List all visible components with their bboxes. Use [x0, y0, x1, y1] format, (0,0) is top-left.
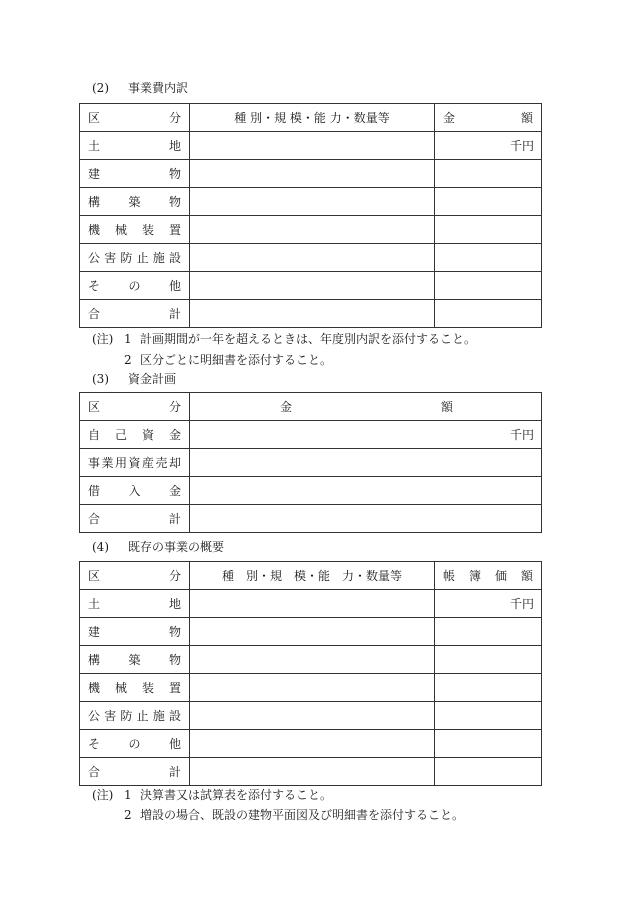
table-row	[80, 590, 542, 618]
row-label: 自己資金	[80, 421, 190, 449]
row-label: 土地	[80, 590, 190, 618]
row-label: 合計	[80, 758, 190, 786]
note-2	[124, 352, 332, 368]
book-value-unit: 千円	[435, 590, 542, 618]
table-row	[80, 618, 542, 646]
table-row	[80, 300, 542, 328]
row-label: 事業用資産売却	[80, 449, 190, 477]
header-book-value: 帳簿価額	[435, 562, 542, 590]
table-header-row	[80, 562, 542, 590]
table-row	[80, 758, 542, 786]
table-row	[80, 702, 542, 730]
section2-heading	[92, 80, 188, 96]
note-1	[92, 331, 476, 347]
note-number: 1	[124, 332, 132, 346]
row-label: 建物	[80, 618, 190, 646]
section2-number: (2)	[92, 81, 109, 95]
table-header-row	[80, 104, 542, 132]
row-label: 構築物	[80, 188, 190, 216]
row-label: 建物	[80, 160, 190, 188]
section3-heading	[92, 371, 176, 387]
book-value-cell	[435, 646, 542, 674]
row-label: 機械装置	[80, 216, 190, 244]
detail-cell	[190, 272, 435, 300]
book-value-cell	[435, 674, 542, 702]
section4-number: (4)	[92, 540, 109, 554]
amount-cell	[435, 300, 542, 328]
amount-cell	[435, 272, 542, 300]
detail-cell	[190, 730, 435, 758]
detail-cell	[190, 244, 435, 272]
detail-cell	[190, 590, 435, 618]
book-value-cell	[435, 730, 542, 758]
book-value-cell	[435, 618, 542, 646]
note-number: 1	[124, 788, 132, 802]
detail-cell	[190, 758, 435, 786]
note-label: (注)	[92, 788, 114, 802]
row-label: 合計	[80, 505, 190, 533]
row-label: 合計	[80, 300, 190, 328]
row-label: 土地	[80, 132, 190, 160]
amount-cell	[435, 216, 542, 244]
note-text: 増設の場合、既設の建物平面図及び明細書を添付すること。	[140, 808, 465, 822]
row-label: その他	[80, 272, 190, 300]
book-value-cell	[435, 702, 542, 730]
book-value-cell	[435, 758, 542, 786]
amount-cell	[190, 477, 542, 505]
header-detail: 種 別・規 模・能 力・数量等	[190, 104, 435, 132]
note-1	[92, 787, 332, 803]
amount-cell	[435, 160, 542, 188]
row-label: 公害防止施設	[80, 244, 190, 272]
detail-cell	[190, 216, 435, 244]
header-amount: 金額	[190, 393, 542, 421]
table-row	[80, 421, 542, 449]
row-label: その他	[80, 730, 190, 758]
detail-cell	[190, 702, 435, 730]
detail-cell	[190, 132, 435, 160]
table-row	[80, 272, 542, 300]
note-label: (注)	[92, 332, 114, 346]
amount-cell	[435, 244, 542, 272]
row-label: 公害防止施設	[80, 702, 190, 730]
header-category: 区分	[80, 562, 190, 590]
table-row	[80, 132, 542, 160]
table-row	[80, 674, 542, 702]
amount-unit: 千円	[190, 421, 542, 449]
detail-cell	[190, 618, 435, 646]
amount-cell	[435, 188, 542, 216]
amount-unit: 千円	[435, 132, 542, 160]
row-label: 機械装置	[80, 674, 190, 702]
table-row	[80, 730, 542, 758]
table-row	[80, 646, 542, 674]
note-number: 2	[124, 808, 132, 822]
table-row	[80, 216, 542, 244]
section2-title: 事業費内訳	[128, 81, 189, 95]
existing-business-table	[79, 561, 542, 786]
header-category: 区分	[80, 104, 190, 132]
detail-cell	[190, 674, 435, 702]
section4-title: 既存の事業の概要	[128, 540, 225, 554]
cost-breakdown-table	[79, 103, 542, 328]
amount-cell	[190, 449, 542, 477]
section4-heading	[92, 539, 224, 555]
table-row	[80, 477, 542, 505]
table-row	[80, 188, 542, 216]
detail-cell	[190, 300, 435, 328]
section3-title: 資金計画	[128, 372, 177, 386]
table-row	[80, 505, 542, 533]
note-text: 区分ごとに明細書を添付すること。	[140, 353, 333, 367]
detail-cell	[190, 646, 435, 674]
note-text: 決算書又は試算表を添付すること。	[140, 788, 333, 802]
table-row	[80, 160, 542, 188]
detail-cell	[190, 160, 435, 188]
table-header-row	[80, 393, 542, 421]
amount-cell	[190, 505, 542, 533]
note-2	[124, 807, 464, 823]
table-row	[80, 244, 542, 272]
header-category: 区分	[80, 393, 190, 421]
table-row	[80, 449, 542, 477]
row-label: 借入金	[80, 477, 190, 505]
header-amount: 金額	[435, 104, 542, 132]
funding-plan-table	[79, 392, 542, 533]
note-text: 計画期間が一年を超えるときは、年度別内訳を添付すること。	[140, 332, 477, 346]
section3-number: (3)	[92, 372, 109, 386]
detail-cell	[190, 188, 435, 216]
row-label: 構築物	[80, 646, 190, 674]
header-detail: 種 別・規 模・能 力・数量等	[190, 562, 435, 590]
note-number: 2	[124, 353, 132, 367]
